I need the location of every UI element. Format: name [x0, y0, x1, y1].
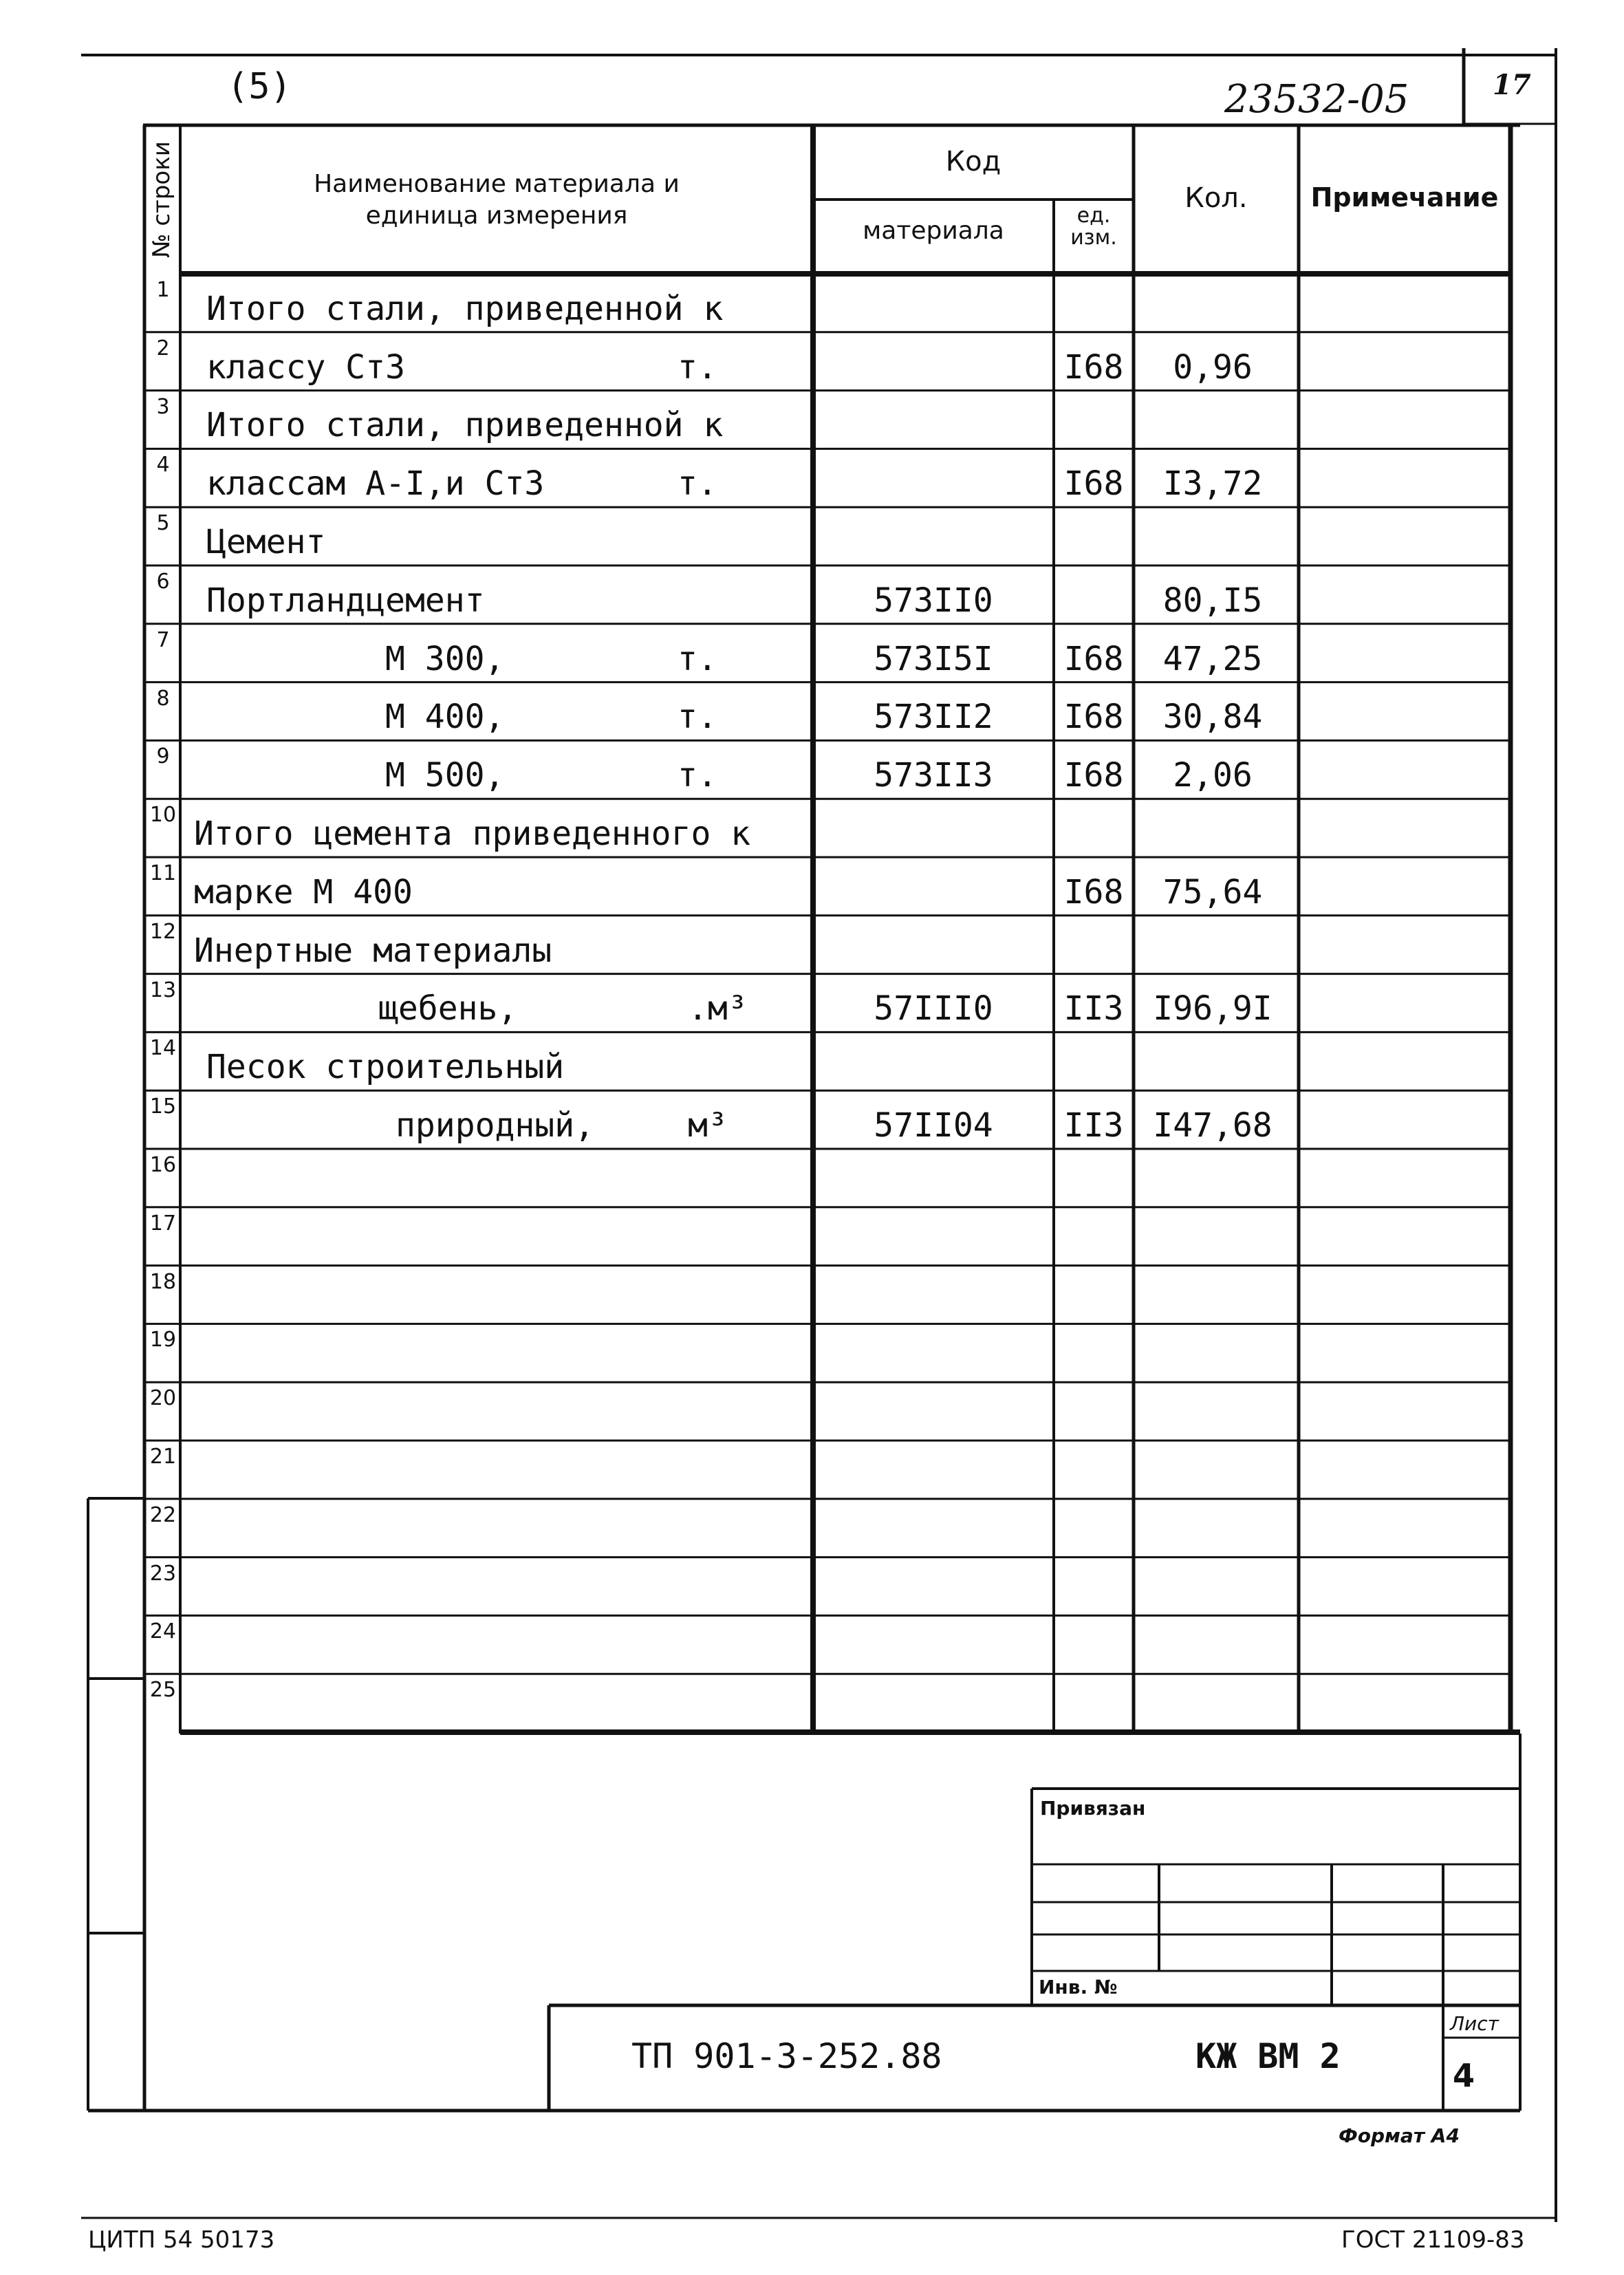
unit-code: I68: [1063, 872, 1124, 912]
name-header: [180, 169, 813, 232]
quantity: 80,I5: [1162, 581, 1263, 620]
row-number: 3: [156, 394, 170, 419]
quantity: I47,68: [1153, 1106, 1273, 1145]
sheet-label: Лист: [1450, 2012, 1499, 2035]
quantity: 75,64: [1162, 872, 1263, 912]
table-row: [0, 1499, 1624, 1557]
table-row: [0, 624, 1624, 682]
printer-code: ЦИТП 54 50173: [88, 2226, 275, 2254]
row-number: 13: [149, 978, 177, 1002]
material-name: Цемент: [206, 522, 326, 561]
material-name: Песок строительный: [206, 1048, 565, 1087]
table-row: [0, 391, 1624, 449]
name-header-line2: единица измерения: [365, 202, 628, 230]
row-number: 4: [156, 453, 170, 477]
material-name: Инертные материалы: [194, 931, 552, 970]
row-number: 2: [156, 336, 170, 360]
quantity: 2,06: [1173, 756, 1253, 795]
material-code: 57II04: [874, 1106, 993, 1145]
table-row: [0, 332, 1624, 391]
material-name: Итого стали, приведенной к: [206, 289, 724, 328]
table-row: [0, 1090, 1624, 1149]
unit-header: [1054, 205, 1134, 249]
unit-text: т.: [678, 347, 717, 387]
unit-code: I68: [1063, 639, 1124, 678]
standard-code: ГОСТ 21109-83: [1341, 2226, 1525, 2254]
row-number: 6: [156, 570, 170, 594]
row-number: 25: [149, 1678, 177, 1703]
row-number-header: № строки: [148, 141, 175, 258]
section-code: КЖ ВМ 2: [1195, 2036, 1341, 2076]
material-name: М 500,: [385, 756, 505, 795]
format-label: Формат А4: [1339, 2124, 1460, 2147]
unit-text: .м³: [688, 989, 748, 1028]
table-row: [0, 1615, 1624, 1674]
table-row: [0, 974, 1624, 1033]
row-number: 12: [149, 919, 177, 944]
document-number: 23532-05: [1224, 77, 1409, 122]
name-header-line1: Наименование материала и: [314, 170, 680, 198]
row-number: 9: [156, 744, 170, 769]
material-name: М 400,: [385, 698, 505, 737]
inventory-label: Инв. №: [1039, 1976, 1118, 1998]
row-number: 20: [149, 1386, 177, 1411]
material-name: марке М 400: [194, 872, 413, 912]
table-row: [0, 916, 1624, 974]
table-row: [0, 799, 1624, 857]
note-header: Примечание: [1310, 182, 1499, 213]
material-name: Итого стали, приведенной к: [206, 406, 724, 445]
row-number: 22: [149, 1502, 177, 1527]
unit-code: I68: [1063, 756, 1124, 795]
row-number: 21: [149, 1445, 177, 1469]
unit-code: I68: [1063, 347, 1124, 387]
unit-code: I68: [1063, 698, 1124, 737]
row-number: 19: [149, 1328, 177, 1352]
row-number: 14: [149, 1036, 177, 1061]
material-name: Портландцемент: [206, 581, 485, 620]
code-header: Код: [945, 146, 1002, 177]
material-name: природный,: [396, 1106, 594, 1145]
row-number: 18: [149, 1269, 177, 1294]
row-number: 11: [149, 861, 177, 885]
row-number: 1: [156, 278, 170, 302]
quantity: I96,9I: [1153, 989, 1273, 1028]
table-row: [0, 1207, 1624, 1266]
row-number: 23: [149, 1561, 177, 1586]
quantity-header: Кол.: [1184, 182, 1248, 214]
unit-text: т.: [678, 464, 717, 504]
table-row: [0, 565, 1624, 624]
unit-text: м³: [688, 1106, 728, 1145]
project-code: ТП 901-3-252.88: [631, 2036, 942, 2076]
table-row: [0, 682, 1624, 741]
unit-text: т.: [678, 639, 717, 678]
material-code: 573II3: [874, 756, 993, 795]
unit-header-line2: изм.: [1070, 226, 1117, 250]
material-name: М 300,: [385, 639, 505, 678]
material-name: щебень,: [378, 989, 518, 1028]
material-name: классу Ст3: [206, 347, 405, 387]
unit-text: т.: [678, 756, 717, 795]
table-row: [0, 1382, 1624, 1441]
row-number: 7: [156, 627, 170, 652]
page-marker: (5): [227, 66, 292, 107]
table-row: [0, 274, 1624, 332]
material-code: 573II0: [874, 581, 993, 620]
row-number: 17: [149, 1211, 177, 1236]
row-number: 8: [156, 686, 170, 711]
unit-code: I68: [1063, 464, 1124, 504]
quantity: 47,25: [1162, 639, 1263, 678]
material-code-header: материала: [863, 217, 1004, 245]
material-name: Итого цемента приведенного к: [194, 814, 751, 853]
material-code: 57III0: [874, 989, 993, 1028]
table-row: [0, 1324, 1624, 1382]
unit-header-line1: ед.: [1076, 204, 1111, 228]
material-code: 573I5I: [874, 639, 993, 678]
row-number: 10: [149, 803, 177, 828]
table-row: [0, 857, 1624, 916]
quantity: 30,84: [1162, 698, 1263, 737]
row-number: 16: [149, 1153, 177, 1177]
table-row: [0, 449, 1624, 507]
quantity: I3,72: [1162, 464, 1263, 504]
material-code: 573II2: [874, 698, 993, 737]
table-row: [0, 740, 1624, 799]
table-row: [0, 1557, 1624, 1616]
unit-text: т.: [678, 698, 717, 737]
unit-code: II3: [1063, 989, 1124, 1028]
unit-code: II3: [1063, 1106, 1124, 1145]
table-row: [0, 1441, 1624, 1499]
sheet-number: 4: [1453, 2057, 1475, 2094]
sheet-corner-number: 17: [1493, 69, 1531, 101]
linked-label: Привязан: [1040, 1797, 1146, 1820]
row-number: 15: [149, 1095, 177, 1119]
quantity: 0,96: [1173, 347, 1253, 387]
table-row: [0, 507, 1624, 565]
row-number: 5: [156, 511, 170, 536]
table-row: [0, 1266, 1624, 1324]
table-row: [0, 1674, 1624, 1732]
material-name: классам А-I,и Ст3: [206, 464, 545, 504]
row-number: 24: [149, 1619, 177, 1644]
table-row: [0, 1032, 1624, 1090]
table-row: [0, 1149, 1624, 1207]
